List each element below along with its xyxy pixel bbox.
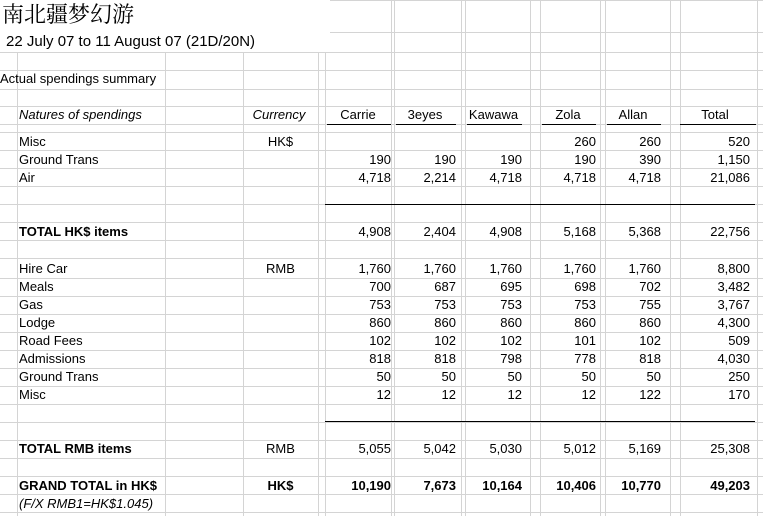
row-label[interactable]: Admissions xyxy=(19,351,86,366)
row-total[interactable]: 4,030 xyxy=(717,351,750,366)
row-value[interactable] xyxy=(465,133,522,151)
row-value[interactable]: 12 xyxy=(581,387,596,402)
row-value[interactable]: 102 xyxy=(500,333,522,348)
row-value[interactable]: 190 xyxy=(500,152,522,167)
header-underline xyxy=(327,124,391,125)
row-value[interactable]: 755 xyxy=(639,297,661,312)
row-value-total-hkd[interactable]: 5,368 xyxy=(628,224,661,239)
row-value[interactable]: 860 xyxy=(500,315,522,330)
row-value[interactable]: 860 xyxy=(434,315,456,330)
row-total[interactable]: 250 xyxy=(728,369,750,384)
sheet-subtitle[interactable]: 22 July 07 to 11 August 07 (21D/20N) xyxy=(6,33,256,50)
row-value[interactable]: 4,718 xyxy=(563,170,596,185)
subtotal-rule xyxy=(325,204,755,205)
row-value[interactable]: 702 xyxy=(639,279,661,294)
row-currency[interactable] xyxy=(243,169,318,187)
row-label[interactable]: Hire Car xyxy=(19,261,68,276)
row-value[interactable]: 1,760 xyxy=(628,261,661,276)
row-label-total-hkd[interactable]: TOTAL HK$ items xyxy=(19,224,129,239)
row-currency[interactable] xyxy=(243,296,318,314)
row-value[interactable]: 190 xyxy=(434,152,456,167)
row-label-grand-total[interactable]: GRAND TOTAL in HK$ xyxy=(19,478,157,493)
row-value-total-rmb[interactable]: 5,169 xyxy=(628,441,661,456)
row-label[interactable]: Ground Trans xyxy=(19,152,99,167)
row-label[interactable]: Road Fees xyxy=(19,333,83,348)
grid-col-line xyxy=(461,0,462,516)
row-value[interactable]: 50 xyxy=(646,369,661,384)
row-value-total-hkd[interactable]: 4,908 xyxy=(358,224,391,239)
row-label[interactable]: Ground Trans xyxy=(19,369,99,384)
row-value[interactable]: 753 xyxy=(500,297,522,312)
header-underline xyxy=(607,124,661,125)
header-person[interactable]: Kawawa xyxy=(468,107,519,122)
row-value[interactable]: 50 xyxy=(507,369,522,384)
grid-col-line xyxy=(530,0,531,516)
grid-row-line xyxy=(0,404,763,405)
row-value[interactable]: 4,718 xyxy=(358,170,391,185)
row-label[interactable]: Misc xyxy=(19,134,46,149)
row-value[interactable]: 753 xyxy=(574,297,596,312)
row-currency[interactable] xyxy=(243,368,318,386)
grid-col-line xyxy=(680,0,681,516)
row-currency-total-rmb[interactable]: RMB xyxy=(266,441,295,456)
row-value-total-hkd[interactable]: 5,168 xyxy=(563,224,596,239)
header-person[interactable]: Zola xyxy=(555,107,581,122)
header-person[interactable]: Allan xyxy=(618,107,648,122)
grid-col-line xyxy=(325,0,326,516)
row-label[interactable]: Misc xyxy=(19,387,46,402)
row-value[interactable]: 818 xyxy=(434,351,456,366)
row-value-total-hkd[interactable]: 2,404 xyxy=(423,224,456,239)
row-value[interactable]: 101 xyxy=(574,333,596,348)
row-value-total-rmb[interactable]: 5,055 xyxy=(358,441,391,456)
row-value[interactable]: 102 xyxy=(369,333,391,348)
row-currency-total-hkd[interactable] xyxy=(243,223,318,241)
header-person[interactable]: Carrie xyxy=(340,107,376,122)
row-total[interactable]: 3,767 xyxy=(717,297,750,312)
grid-col-line xyxy=(605,0,606,516)
row-total-total-hkd[interactable]: 22,756 xyxy=(710,224,750,239)
row-value-grand-total[interactable]: 7,673 xyxy=(423,478,456,493)
row-value[interactable]: 798 xyxy=(500,351,522,366)
row-value[interactable]: 860 xyxy=(574,315,596,330)
row-total[interactable]: 4,300 xyxy=(717,315,750,330)
row-value[interactable]: 4,718 xyxy=(489,170,522,185)
row-value[interactable]: 818 xyxy=(639,351,661,366)
row-currency[interactable]: HK$ xyxy=(267,134,294,149)
row-value-total-rmb[interactable]: 5,030 xyxy=(489,441,522,456)
row-value-grand-total[interactable]: 10,164 xyxy=(482,478,522,493)
row-value[interactable]: 687 xyxy=(434,279,456,294)
header-total[interactable]: Total xyxy=(701,107,729,122)
row-value[interactable]: 1,760 xyxy=(423,261,456,276)
row-value[interactable]: 190 xyxy=(369,152,391,167)
row-total[interactable]: 509 xyxy=(728,333,750,348)
grid-row-line xyxy=(0,89,763,90)
header-underline xyxy=(396,124,456,125)
row-currency[interactable] xyxy=(243,314,318,332)
row-total[interactable]: 3,482 xyxy=(717,279,750,294)
row-total[interactable]: 170 xyxy=(728,387,750,402)
row-value[interactable]: 50 xyxy=(376,369,391,384)
row-value[interactable]: 1,760 xyxy=(358,261,391,276)
header-underline xyxy=(542,124,596,125)
row-value-grand-total[interactable]: 10,406 xyxy=(556,478,596,493)
row-value-total-rmb[interactable]: 5,012 xyxy=(563,441,596,456)
row-total[interactable]: 21,086 xyxy=(710,170,750,185)
row-value[interactable]: 700 xyxy=(369,279,391,294)
row-label-total-rmb[interactable]: TOTAL RMB items xyxy=(19,441,132,456)
row-value-total-rmb[interactable]: 5,042 xyxy=(423,441,456,456)
row-value[interactable]: 12 xyxy=(376,387,391,402)
row-value[interactable]: 50 xyxy=(581,369,596,384)
grid-col-line xyxy=(600,0,601,516)
row-currency[interactable] xyxy=(243,151,318,169)
row-value[interactable]: 2,214 xyxy=(423,170,456,185)
subtotal-rule xyxy=(325,421,755,422)
grid-col-line xyxy=(318,0,319,516)
row-value[interactable] xyxy=(394,133,456,151)
row-value-grand-total[interactable]: 10,190 xyxy=(351,478,391,493)
header-nature[interactable]: Natures of spendings xyxy=(19,107,142,122)
section-label[interactable]: Actual spendings summary xyxy=(0,71,157,86)
row-value[interactable]: 4,718 xyxy=(628,170,661,185)
grid-row-line xyxy=(0,52,763,53)
sheet-title[interactable]: 南北疆梦幻游 xyxy=(2,3,135,28)
header-currency[interactable]: Currency xyxy=(252,107,306,122)
row-label[interactable]: Meals xyxy=(19,279,54,294)
row-value[interactable]: 102 xyxy=(639,333,661,348)
grid-col-line xyxy=(394,0,395,516)
row-value[interactable]: 778 xyxy=(574,351,596,366)
row-value-total-hkd[interactable]: 4,908 xyxy=(489,224,522,239)
row-value[interactable]: 1,760 xyxy=(489,261,522,276)
row-value[interactable]: 260 xyxy=(639,134,661,149)
row-value[interactable]: 753 xyxy=(369,297,391,312)
row-total-grand-total[interactable]: 49,203 xyxy=(710,478,750,493)
row-value[interactable]: 695 xyxy=(500,279,522,294)
grid-row-line xyxy=(0,458,763,459)
row-currency[interactable] xyxy=(243,386,318,404)
grid-row-line xyxy=(0,422,763,423)
grid-col-line xyxy=(757,0,758,516)
row-total[interactable]: 8,800 xyxy=(717,261,750,276)
row-value[interactable]: 190 xyxy=(574,152,596,167)
row-label[interactable]: Air xyxy=(19,170,35,185)
row-value[interactable]: 122 xyxy=(639,387,661,402)
row-value[interactable]: 50 xyxy=(441,369,456,384)
grid-row-line xyxy=(0,258,763,259)
row-value[interactable]: 1,760 xyxy=(563,261,596,276)
header-underline xyxy=(467,124,522,125)
row-currency[interactable] xyxy=(243,332,318,350)
row-value[interactable]: 860 xyxy=(369,315,391,330)
header-underline xyxy=(680,124,756,125)
header-person[interactable]: 3eyes xyxy=(407,107,443,122)
row-value[interactable]: 12 xyxy=(441,387,456,402)
row-total-total-rmb[interactable]: 25,308 xyxy=(710,441,750,456)
row-value-grand-total[interactable]: 10,770 xyxy=(621,478,661,493)
grid-col-line xyxy=(670,0,671,516)
row-value[interactable]: 753 xyxy=(434,297,456,312)
row-label[interactable]: Lodge xyxy=(19,315,56,330)
row-value[interactable]: 102 xyxy=(434,333,456,348)
grid-col-line xyxy=(540,0,541,516)
row-label[interactable]: Gas xyxy=(19,297,43,312)
row-value[interactable]: 260 xyxy=(574,134,596,149)
grid-col-line xyxy=(165,0,166,516)
row-value[interactable]: 860 xyxy=(639,315,661,330)
row-value[interactable]: 12 xyxy=(507,387,522,402)
row-currency[interactable]: RMB xyxy=(266,261,295,276)
row-currency[interactable] xyxy=(243,350,318,368)
row-total[interactable]: 520 xyxy=(728,134,750,149)
grid-col-line xyxy=(465,0,466,516)
grid-col-line xyxy=(243,0,244,516)
row-currency[interactable] xyxy=(243,278,318,296)
row-value[interactable]: 698 xyxy=(574,279,596,294)
row-total[interactable]: 1,150 xyxy=(717,152,750,167)
row-value[interactable]: 818 xyxy=(369,351,391,366)
row-value[interactable]: 390 xyxy=(639,152,661,167)
grid-col-line xyxy=(391,0,392,516)
fx-note[interactable]: (F/X RMB1=HK$1.045) xyxy=(19,496,154,511)
row-value[interactable] xyxy=(325,133,391,151)
row-currency-grand-total[interactable]: HK$ xyxy=(267,478,294,493)
